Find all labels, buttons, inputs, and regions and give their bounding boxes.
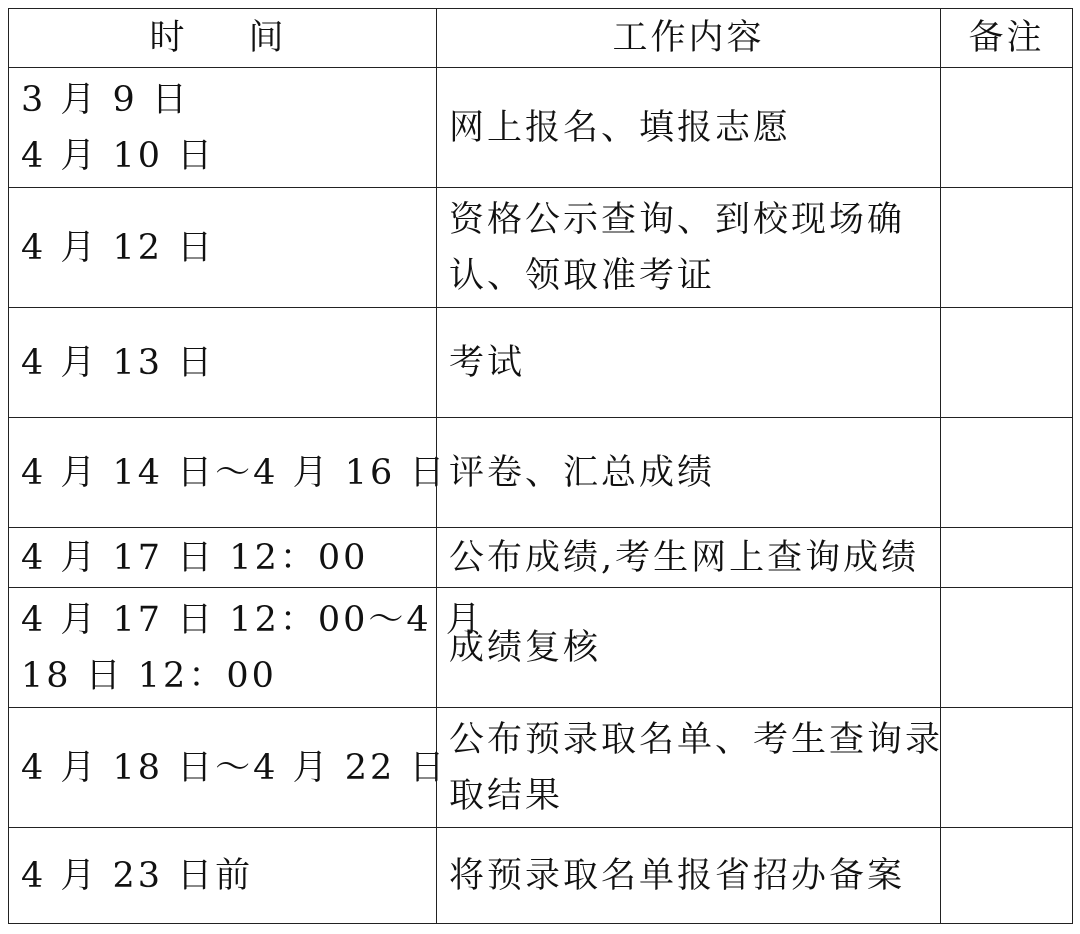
table-row: [9, 708, 1073, 828]
time-cell: [9, 588, 484, 708]
time-line: 4 月 17 日 12：00: [21, 537, 369, 578]
note-cell: [941, 588, 1073, 708]
time-line: 4 月 14 日～4 月 16 日: [21, 452, 448, 493]
table-row: [9, 418, 1073, 528]
time-line: 4 月 23 日前: [21, 855, 254, 896]
table-row: [9, 828, 1073, 924]
time-line: 4 月 12 日: [21, 227, 216, 268]
table-row: [9, 528, 1073, 588]
header-content: 工作内容: [437, 9, 941, 68]
schedule-table: [8, 8, 1073, 924]
content-cell: [437, 68, 941, 188]
content-cell: [437, 528, 941, 588]
note-cell: [941, 708, 1073, 828]
header-note: 备注: [941, 9, 1073, 68]
content-line: 公布成绩,考生网上查询成绩: [449, 537, 920, 578]
note-cell: [941, 828, 1073, 924]
content-line: 考试: [449, 342, 526, 383]
content-line: 将预录取名单报省招办备案: [449, 855, 906, 896]
content-cell: [437, 828, 941, 924]
content-cell: [437, 308, 941, 418]
note-cell: [941, 308, 1073, 418]
time-cell: [9, 828, 437, 924]
content-cell: [437, 588, 941, 708]
time-cell: [9, 418, 448, 528]
content-line: 资格公示查询、到校现场确: [449, 199, 906, 240]
content-cell: [437, 708, 944, 828]
time-line: 4 月 13 日: [21, 342, 216, 383]
time-cell: [9, 188, 437, 308]
table-row: [9, 68, 1073, 188]
table-row: [9, 308, 1073, 418]
table-row: [9, 188, 1073, 308]
header-row: [9, 9, 1073, 68]
time-line: 4 月 10 日: [21, 135, 216, 176]
content-line: 公布预录取名单、考生查询录: [449, 719, 944, 760]
time-line: 4 月 17 日 12：00～4 月: [21, 599, 484, 640]
time-line: 3 月 9 日: [21, 79, 190, 120]
time-line: 18 日 12：00: [21, 655, 277, 696]
content-line: 成绩复核: [449, 627, 602, 668]
time-cell: [9, 308, 437, 418]
time-cell: [9, 528, 437, 588]
content-line: 评卷、汇总成绩: [449, 452, 716, 493]
content-cell: [437, 188, 941, 308]
table-row: [9, 588, 1073, 708]
note-cell: [941, 188, 1073, 308]
content-line: 取结果: [449, 775, 564, 816]
time-cell: [9, 708, 448, 828]
note-cell: [941, 528, 1073, 588]
content-line: 认、领取准考证: [449, 255, 716, 296]
header-time: 时间: [9, 9, 437, 68]
time-line: 4 月 18 日～4 月 22 日: [21, 747, 448, 788]
content-cell: [437, 418, 941, 528]
content-line: 网上报名、填报志愿: [449, 107, 792, 148]
time-cell: [9, 68, 437, 188]
note-cell: [941, 418, 1073, 528]
note-cell: [941, 68, 1073, 188]
